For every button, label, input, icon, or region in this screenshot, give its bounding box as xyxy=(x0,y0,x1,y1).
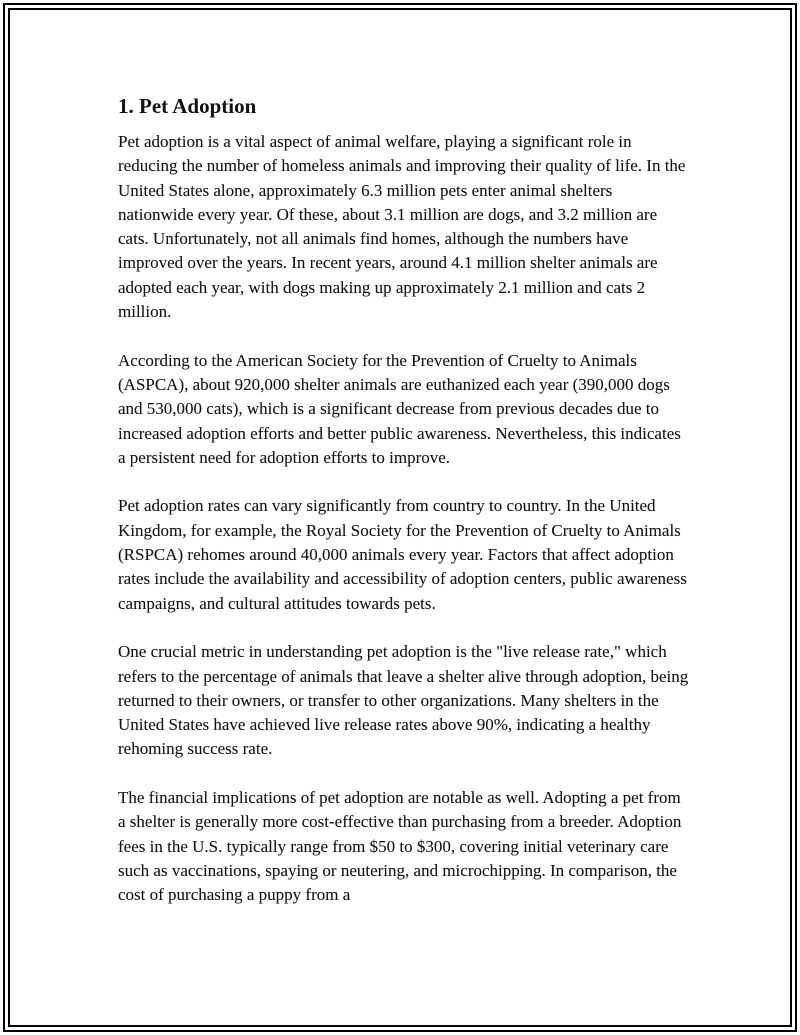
paragraph-aspca: According to the American Society for the Prevention of Cruelty to Animals (ASPCA), about 920,000 shelter animals are euthanized each year (390,000 dogs and 530,000 cats), which is a significant decrease from previous decades due to increased adoption efforts and better public awareness. Nevertheless, this indicates a persistent need for adoption efforts to improve. xyxy=(118,350,681,467)
paragraph-country-rates: Pet adoption rates can vary significantly from country to country. In the United Kingdom, for example, the Royal Society for the Prevention of Cruelty to Animals (RSPCA) rehomes around 40,000 animals every year. Factors that affect adoption rates include the availability and accessibility of adoption centers, public awareness campaigns, and cultural attitudes towards pets. xyxy=(118,496,687,613)
document-body xyxy=(118,92,690,932)
paragraph-financial: The financial implications of pet adoption are notable as well. Adopting a pet from a shelter is generally more cost-effective than purchasing from a breeder. Adoption fees in the U.S. typically range from $50 to $300, covering initial veterinary care such as vaccinations, spaying or neutering, and microchipping. In comparison, the cost of purchasing a puppy from a xyxy=(118,788,682,905)
paragraph-intro: Pet adoption is a vital aspect of animal welfare, playing a significant role in reducing the number of homeless animals and improving their quality of life. In the United States alone, approximately 6.3 million pets enter animal shelters nationwide every year. Of these, about 3.1 million are dogs, and 3.2 million are cats. Unfortunately, not all animals find homes, although the numbers have improved over the years. In recent years, around 4.1 million shelter animals are adopted each year, with dogs making up approximately 2.1 million and cats 2 million. xyxy=(118,132,686,322)
section-heading: 1. Pet Adoption xyxy=(118,94,257,118)
paragraph-live-release-rate: One crucial metric in understanding pet adoption is the "live release rate," which refers to the percentage of animals that leave a shelter alive through adoption, being returned to their owners, or transfer to other organizations. Many shelters in the United States have achieved live release rates above 90%, indicating a healthy rehoming success rate. xyxy=(118,642,689,759)
